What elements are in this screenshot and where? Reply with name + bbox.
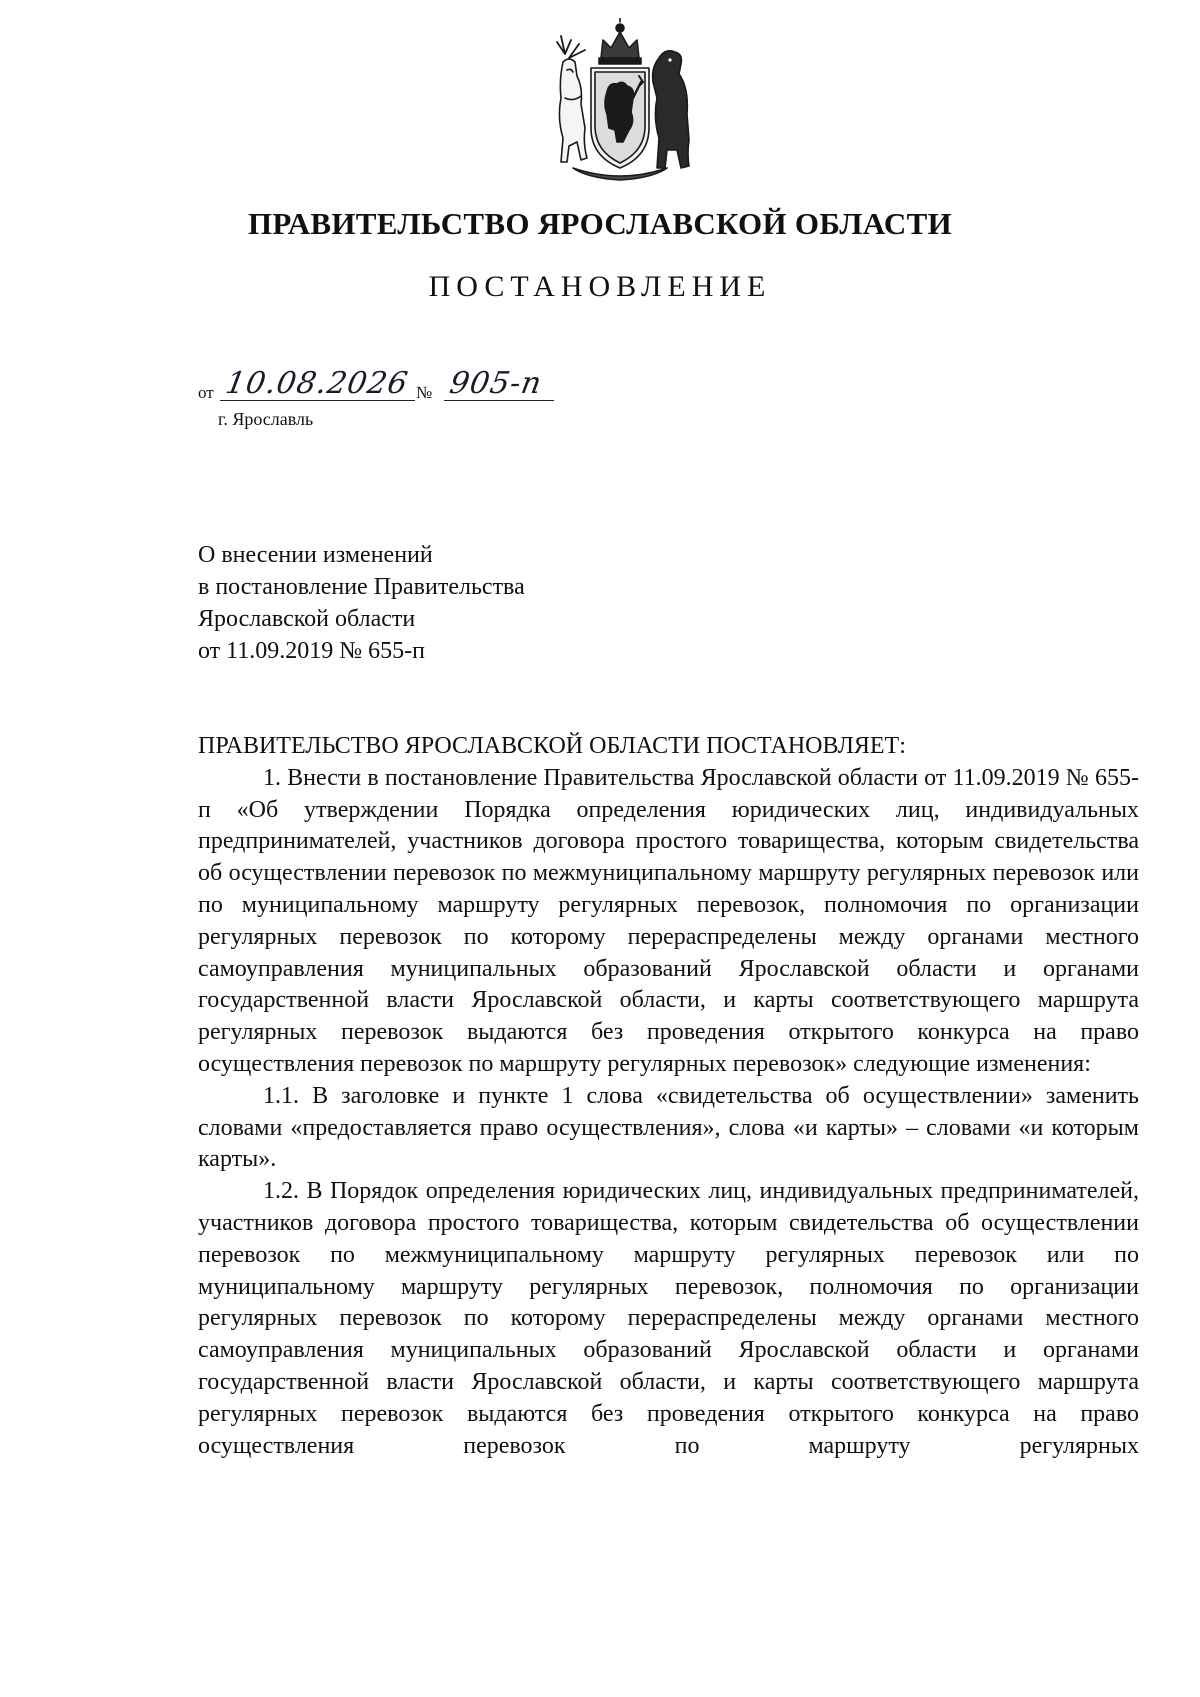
subject-line: от 11.09.2019 № 655-п [198,638,426,664]
document-body [198,731,1139,1462]
subject-line: Ярославской области [198,606,416,632]
paragraph-1: 1. Внести в постановление Правительства Ярославской области от 11.09.2019 № 655-п «Об утверждении Порядка определения юридических лиц, индивидуальных предпринимателей, участников договора простого товарищества, которым свидетельства об осуществлении перевозок по межмуниципальному маршруту регулярных перевозок или по муниципальному маршруту регулярных перевозок, полномочия по организации регулярных перевозок по которому перераспределены между органами местного самоуправления муниципальных образований Ярославской области и органами государственной власти Ярославской области, и карты соответствующего маршрута регулярных перевозок выдаются без проведения открытого конкурса на право осуществления перевозок по маршруту регулярных перевозок» следующие изменения: [198,764,1139,1077]
issue-city: г. Ярославль [218,409,314,429]
paragraph-1-1: 1.1. В заголовке и пункте 1 слова «свидетельства об осуществлении» заменить словами «предоставляется право осуществления», слова «и карты» – словами «и которым карты». [198,1082,1139,1173]
paragraph-1-2: 1.2. В Порядок определения юридических лиц, индивидуальных предпринимателей, участников договора простого товарищества, которым свидетельства об осуществлении перевозок по межмуниципальному маршруту регулярных перевозок или по муниципальному маршруту регулярных перевозок, полномочия по организации регулярных перевозок по которому перераспределены между органами местного самоуправления муниципальных образований Ярославской области и органами государственной власти Ярославской области, и карты соответствующего маршрута регулярных перевозок выдаются без проведения открытого конкурса на право осуществления перевозок по маршруту регулярных [198,1178,1139,1459]
handwritten-date: 10.08.2026 [223,366,411,401]
subject-line: в постановление Правительства [198,574,525,600]
yaroslavl-oblast-coat-of-arms-icon [543,18,697,186]
handwritten-number: 905-п [447,366,545,401]
date-field [220,366,415,401]
subject-line: О внесении изменений [198,542,433,568]
number-sign-label: № [416,383,433,402]
issuing-authority-title: ПРАВИТЕЛЬСТВО ЯРОСЛАВСКОЙ ОБЛАСТИ [248,206,952,241]
number-field [444,366,554,401]
decree-heading: ПРАВИТЕЛЬСТВО ЯРОСЛАВСКОЙ ОБЛАСТИ ПОСТАНОВЛЯЕТ: [198,733,906,759]
document-type-title: ПОСТАНОВЛЕНИЕ [428,270,772,303]
date-prefix-label: от [198,383,214,402]
document-subject [198,539,698,667]
